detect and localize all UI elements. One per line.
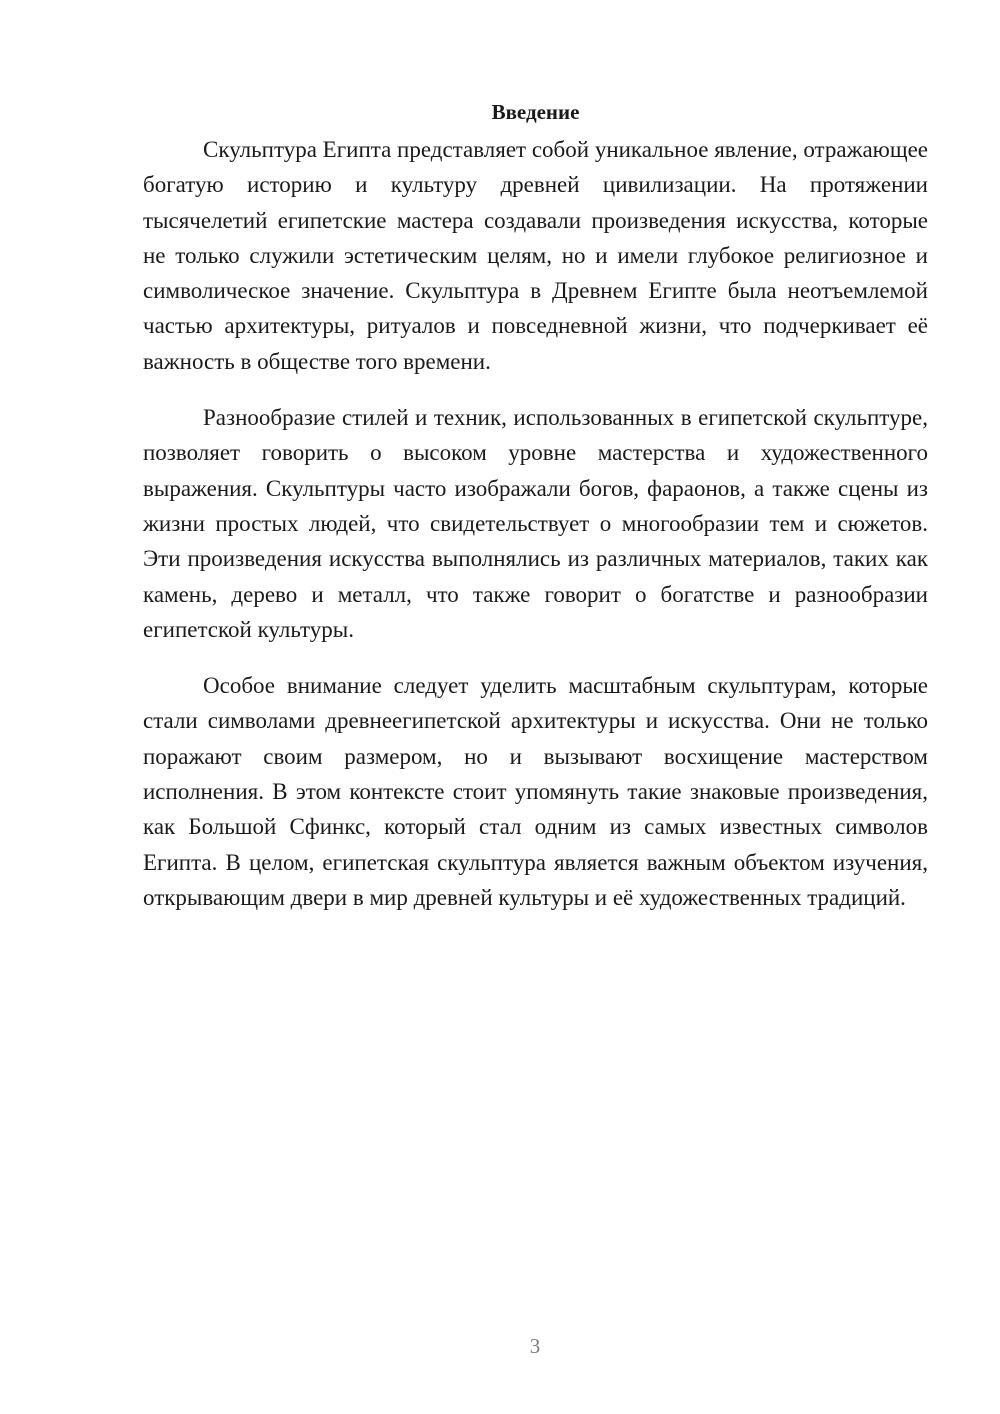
page-number: 3 <box>529 1334 541 1358</box>
paragraph-1: Скульптура Египта представляет собой уникальное явление, отражающее богатую историю и культуру древней цивилизации. На протяжении тысячелетий египетские мастера создавали произведения искусства, которые не только служили эстетическим целям, но и имели глубокое религиозное и символическое значение. Скульптура в Древнем Египте была неотъемлемой частью архитектуры, ритуалов и повседневной жизни, что подчеркивает её важность в обществе того времени. <box>143 137 928 374</box>
page-content <box>143 98 928 936</box>
section-heading: Введение <box>491 100 580 124</box>
paragraph-2: Разнообразие стилей и техник, использованных в египетской скульптуре, позволяет говорить о высоком уровне мастерства и художественного выражения. Скульптуры часто изображали богов, фараонов, а также сцены из жизни простых людей, что свидетельствует о многообразии тем и сюжетов. Эти произведения искусства выполнялись из различных материалов, таких как камень, дерево и металл, что также говорит о богатстве и разнообразии египетской культуры. <box>143 405 928 642</box>
paragraph-3: Особое внимание следует уделить масштабным скульптурам, которые стали символами древнеегипетской архитектуры и искусства. Они не только поражают своим размером, но и вызывают восхищение мастерством исполнения. В этом контексте стоит упомянуть такие знаковые произведения, как Большой Сфинкс, который стал одним из самых известных символов Египта. В целом, египетская скульптура является важным объектом изучения, открывающим двери в мир древней культуры и её художественных традиций. <box>143 673 928 910</box>
